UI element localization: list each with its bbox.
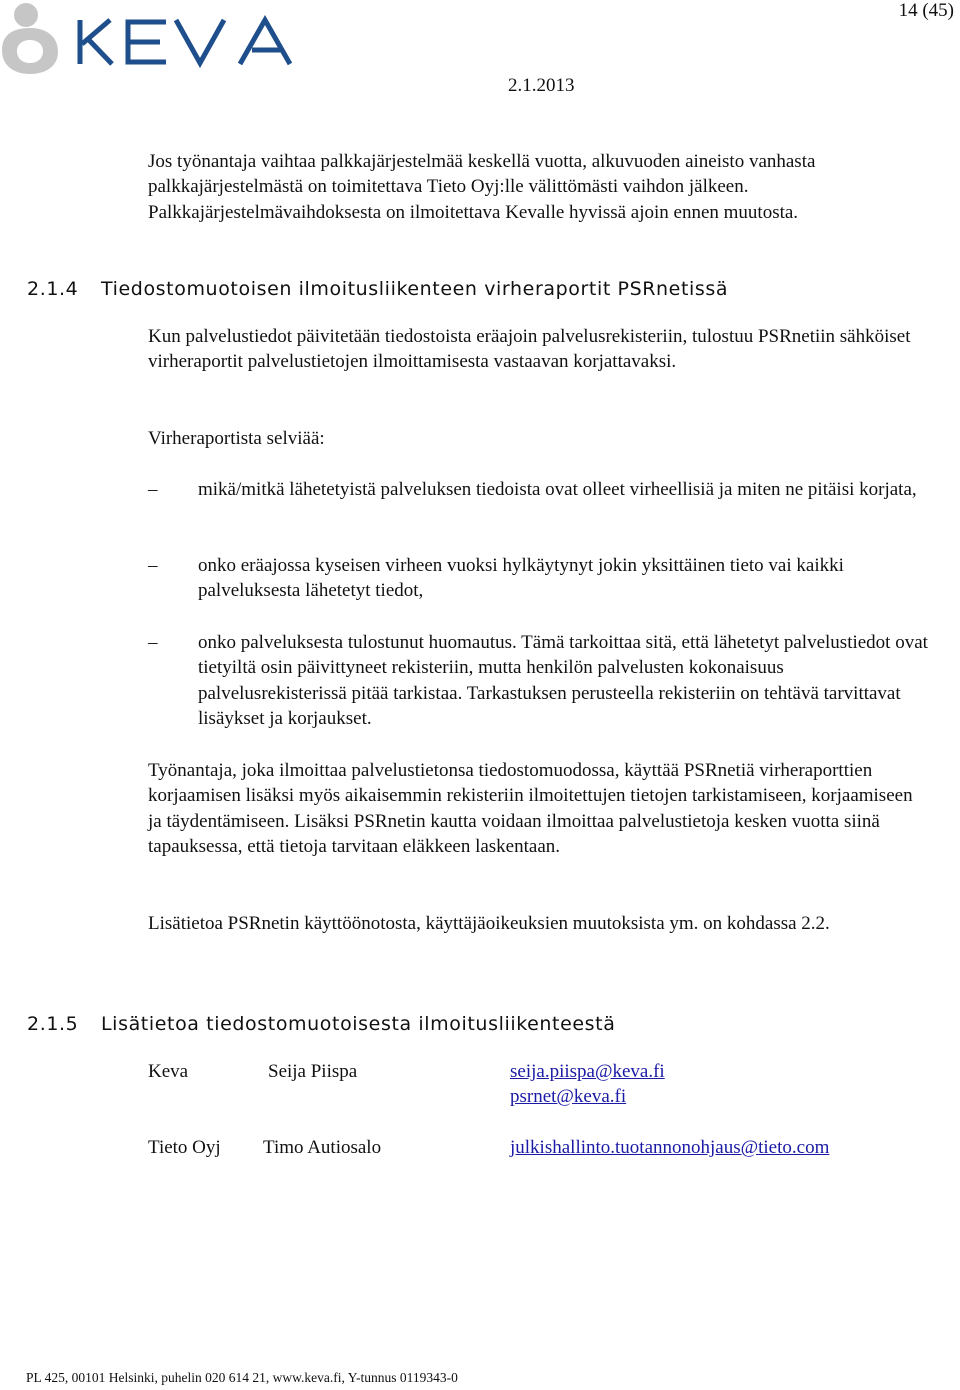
section-paragraph-2: Työnantaja, joka ilmoittaa palvelustietonsa tiedostomuodossa, käyttää PSRnetiä virheraporttien korjaamisen lisäksi myös aikaisemmin rekisteriin ilmoitettujen tietojen tarkistamiseen, korjaamiseen ja täydentämiseen. Lisäksi PSRnetin kautta voidaan ilmoittaa palvelustietoja kesken vuotta siinä tapauksessa, että tietoja tarvitaan eläkkeen laskentaan. [148, 760, 913, 858]
contact-person: Seija Piispa [268, 1061, 358, 1082]
bullet-dash: – [148, 632, 158, 653]
section-paragraph-3: Lisätietoa PSRnetin käyttöönotosta, käyttäjäoikeuksien muutoksista ym. on kohdassa 2.2. [148, 913, 830, 934]
section-paragraph-1: Kun palvelustiedot päivitetään tiedostoista eräajoin palvelusrekisteriin, tulostuu PSRnetiin sähköiset virheraportit palvelustietojen ilmoittamisesta vastaavan korjattavaksi. [148, 326, 911, 373]
section-title: Tiedostomuotoisen ilmoitusliikenteen virheraportit PSRnetissä [101, 278, 729, 300]
contact-person: Timo Autiosalo [263, 1137, 382, 1158]
page-footer: PL 425, 00101 Helsinki, puhelin 020 614 21, www.keva.fi, Y-tunnus 0119343-0 [26, 1370, 458, 1385]
bullet-dash: – [148, 479, 158, 500]
email-link[interactable]: seija.piispa@keva.fi [510, 1061, 665, 1082]
section-title: Lisätietoa tiedostomuotoisesta ilmoitusliikenteestä [101, 1013, 616, 1035]
keva-logo [0, 0, 310, 80]
email-link[interactable]: psrnet@keva.fi [510, 1086, 627, 1107]
bullet-dash: – [148, 555, 158, 576]
page-number: 14 (45) [898, 0, 954, 21]
email-link[interactable]: julkishallinto.tuotannonohjaus@tieto.com [510, 1137, 830, 1158]
contact-org: Keva [148, 1061, 189, 1082]
bullet-item: mikä/mitkä lähetetyistä palveluksen tiedoista ovat olleet virheellisiä ja miten ne pitäisi korjata, [198, 479, 917, 500]
contact-org: Tieto Oyj [148, 1137, 221, 1158]
document-date: 2.1.2013 [508, 75, 575, 96]
keva-logo-mark [0, 0, 310, 80]
list-intro: Virheraportista selviää: [148, 428, 325, 449]
section-heading-2-1-4 [27, 276, 728, 302]
bullet-item: onko eräajossa kyseisen virheen vuoksi hylkäytynyt jokin yksittäinen tieto vai kaikki palveluksesta lähetetyt tiedot, [198, 555, 844, 602]
section-heading-2-1-5 [27, 1011, 615, 1037]
bullet-item: onko palveluksesta tulostunut huomautus. Tämä tarkoittaa sitä, että lähetetyt palvelustiedot ovat tietyiltä osin päivittyneet rekisteriin, mutta henkilön palvelusten kokonaisuus palvelusrekisterissä pitää tarkistaa. Tarkastuksen perusteella rekisteriin on tehtävä tarvittavat lisäykset ja korjaukset. [198, 632, 928, 730]
section-number: 2.1.5 [27, 1013, 79, 1035]
intro-paragraph: Jos työnantaja vaihtaa palkkajärjestelmää keskellä vuotta, alkuvuoden aineisto vanhasta palkkajärjestelmästä on toimitettava Tieto Oyj:lle välittömästi vaihdon jälkeen. Palkkajärjestelmävaihdoksesta on ilmoitettava Kevalle hyvissä ajoin ennen muutosta. [148, 151, 816, 223]
section-number: 2.1.4 [27, 278, 79, 300]
